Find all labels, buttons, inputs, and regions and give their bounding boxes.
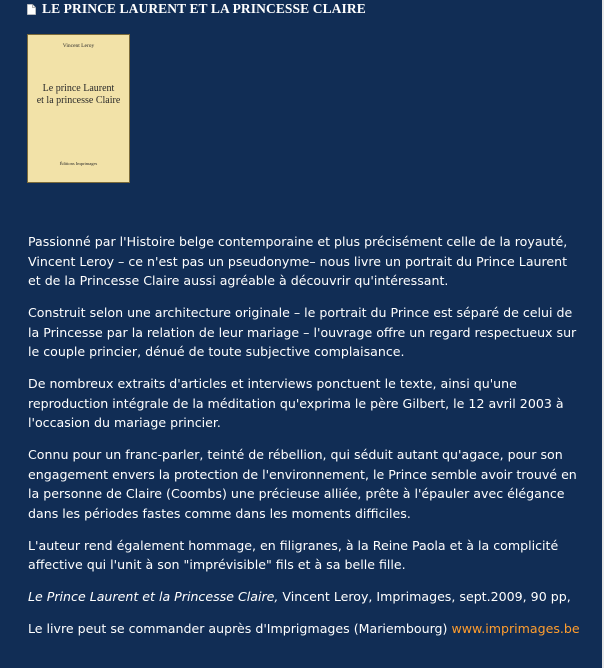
paragraph-line: le couple princier, dénué de toute subjective complaisance. (28, 344, 405, 359)
paragraph-line: engagement envers la protection de l'environnement, le Prince semble avoir trouvé en (28, 466, 577, 482)
paragraph-line: L'auteur rend également hommage, en filigranes, à la Reine Paola et à la complicité (28, 537, 559, 553)
paragraph-line: Connu pour un franc-parler, teinté de rébellion, qui séduit autant qu'agace, pour son (28, 447, 563, 462)
paragraph-5 (28, 536, 584, 575)
cover-publisher: Éditions Imprimages (59, 161, 98, 166)
article-body (28, 232, 584, 651)
paragraph-3 (28, 374, 584, 433)
cover-author: Vincent Leroy (62, 43, 95, 49)
paragraph-line: l'occasion du mariage princier. (28, 415, 221, 430)
paragraph-line: et de la Princesse Claire aussi agréable à découvrir qu'intéressant. (28, 273, 449, 288)
paragraph-line: Vincent Leroy – ce n'est pas un pseudonyme– nous livre un portrait du Prince Laurent (28, 253, 568, 269)
reference-book-title: Le Prince Laurent et la Princesse Claire, (28, 589, 279, 604)
paragraph-line: dans les périodes fastes comme dans les moments difficiles. (28, 505, 411, 521)
book-reference (28, 587, 584, 607)
article-title: LE PRINCE LAURENT ET LA PRINCESSE CLAIRE (42, 1, 366, 16)
paragraph-line: Construit selon une architecture originale – le portrait du Prince est séparé de celui de (28, 305, 573, 320)
paragraph-line: la Princesse par la relation de leur mariage – l'ouvrage offre un regard respectueux sur (28, 324, 577, 340)
paragraph-line: la personne de Claire (Coombs) une précieuse alliée, prête à l'épauler avec élégance (28, 486, 565, 501)
paragraph-2 (28, 303, 584, 362)
cover-title-line-1: Le prince Laurent (42, 83, 115, 94)
cover-title-line-2: et la princesse Claire (36, 95, 121, 106)
document-icon (27, 4, 36, 15)
paragraph-line: reproduction intégrale de la méditation qu'exprima le père Gilbert, le 12 avril 2003 à (28, 395, 564, 411)
article-header (27, 1, 366, 17)
cover-title (32, 83, 125, 107)
book-cover-image (27, 34, 130, 183)
order-text: Le livre peut se commander auprès d'Imprigmages (Mariembourg) (28, 621, 452, 636)
paragraph-line: De nombreux extraits d'articles et interviews ponctuent le texte, ainsi qu'une (28, 376, 517, 391)
paragraph-1 (28, 232, 584, 291)
reference-details: Vincent Leroy, Imprimages, sept.2009, 90 pp, (278, 589, 571, 604)
paragraph-4 (28, 445, 584, 523)
paragraph-line: Passionné par l'Histoire belge contemporaine et plus précisément celle de la royauté, (28, 234, 568, 249)
order-info (28, 619, 584, 639)
imprimages-link[interactable]: www.imprimages.be (451, 621, 580, 636)
paragraph-line: affective qui l'unit à son "imprévisible" fils et à sa belle fille. (28, 557, 406, 572)
